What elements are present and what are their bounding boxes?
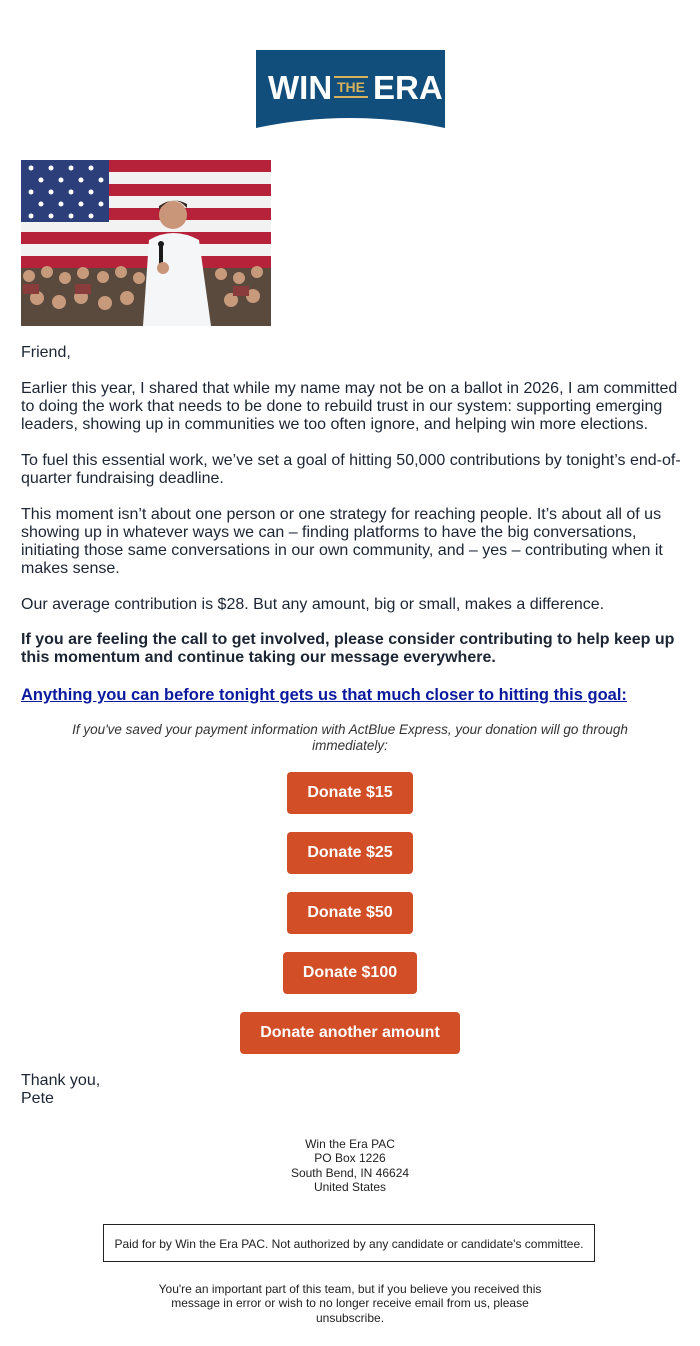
address-city: South Bend, IN 46624 — [290, 1165, 410, 1180]
paragraph-3: This moment isn’t about one person or one strategy for reaching people. It’s about all of us showing up in whatever ways we can – finding platforms to have the big conversations, initiating those same conversations in our own community, and – yes – contributing when it makes sense. — [21, 506, 663, 577]
hero-photo — [21, 160, 271, 326]
donate-25-button[interactable]: Donate $25 — [287, 832, 413, 874]
donate-50-button[interactable]: Donate $50 — [287, 892, 413, 934]
address-box: PO Box 1226 — [314, 1151, 386, 1166]
cta-link-line — [21, 686, 681, 705]
paid-for-disclaimer: Paid for by Win the Era PAC. Not authorized by any candidate or candidate's committee. — [103, 1224, 595, 1262]
signoff — [21, 1072, 681, 1108]
cta-link[interactable]: Anything you can before tonight gets us that much closer to hitting this goal: — [21, 686, 627, 704]
footer-text — [150, 1282, 550, 1325]
footer-message: You're an important part of this team, but if you believe you received this message in error or wish to no longer receive email from us, please — [158, 1282, 542, 1311]
logo-text-era: ERA — [373, 69, 443, 106]
mailing-address — [0, 1137, 700, 1194]
greeting: Friend, — [21, 344, 71, 361]
paragraph-4: Our average contribution is $28. But any amount, big or small, makes a difference. — [21, 596, 605, 613]
signoff-name: Pete — [21, 1090, 54, 1107]
donate-100-button[interactable]: Donate $100 — [283, 952, 417, 994]
logo-text-the: THE — [337, 79, 365, 95]
unsubscribe-link[interactable]: unsubscribe — [315, 1310, 381, 1325]
address-org: Win the Era PAC — [305, 1137, 395, 1151]
win-the-era-logo — [256, 50, 445, 128]
paragraph-2: To fuel this essential work, we’ve set a goal of hitting 50,000 contributions by tonight’s end-of-quarter fundraising deadline. — [21, 452, 681, 487]
donate-other-amount-button[interactable]: Donate another amount — [240, 1012, 460, 1054]
paragraph-1: Earlier this year, I shared that while my name may not be on a ballot in 2026, I am committed to doing the work that needs to be done to rebuild trust in our system: supporting emerging leaders, showing up in communities we too often ignore, and helping win more elections. — [21, 380, 678, 433]
actblue-express-note: If you've saved your payment information with ActBlue Express, your donation will go through immediately: — [72, 722, 628, 753]
donate-15-button[interactable]: Donate $15 — [287, 772, 413, 814]
bold-call-to-action: If you are feeling the call to get involved, please consider contributing to help keep up this momentum and continue taking our message everywhere. — [21, 631, 675, 666]
logo-text-win: WIN — [268, 69, 333, 106]
address-country: United States — [313, 1179, 387, 1194]
logo-banner — [256, 50, 445, 128]
signoff-thanks: Thank you, — [21, 1072, 101, 1089]
flag-speaker-illustration — [21, 160, 271, 326]
footer-period: . — [380, 1310, 385, 1325]
